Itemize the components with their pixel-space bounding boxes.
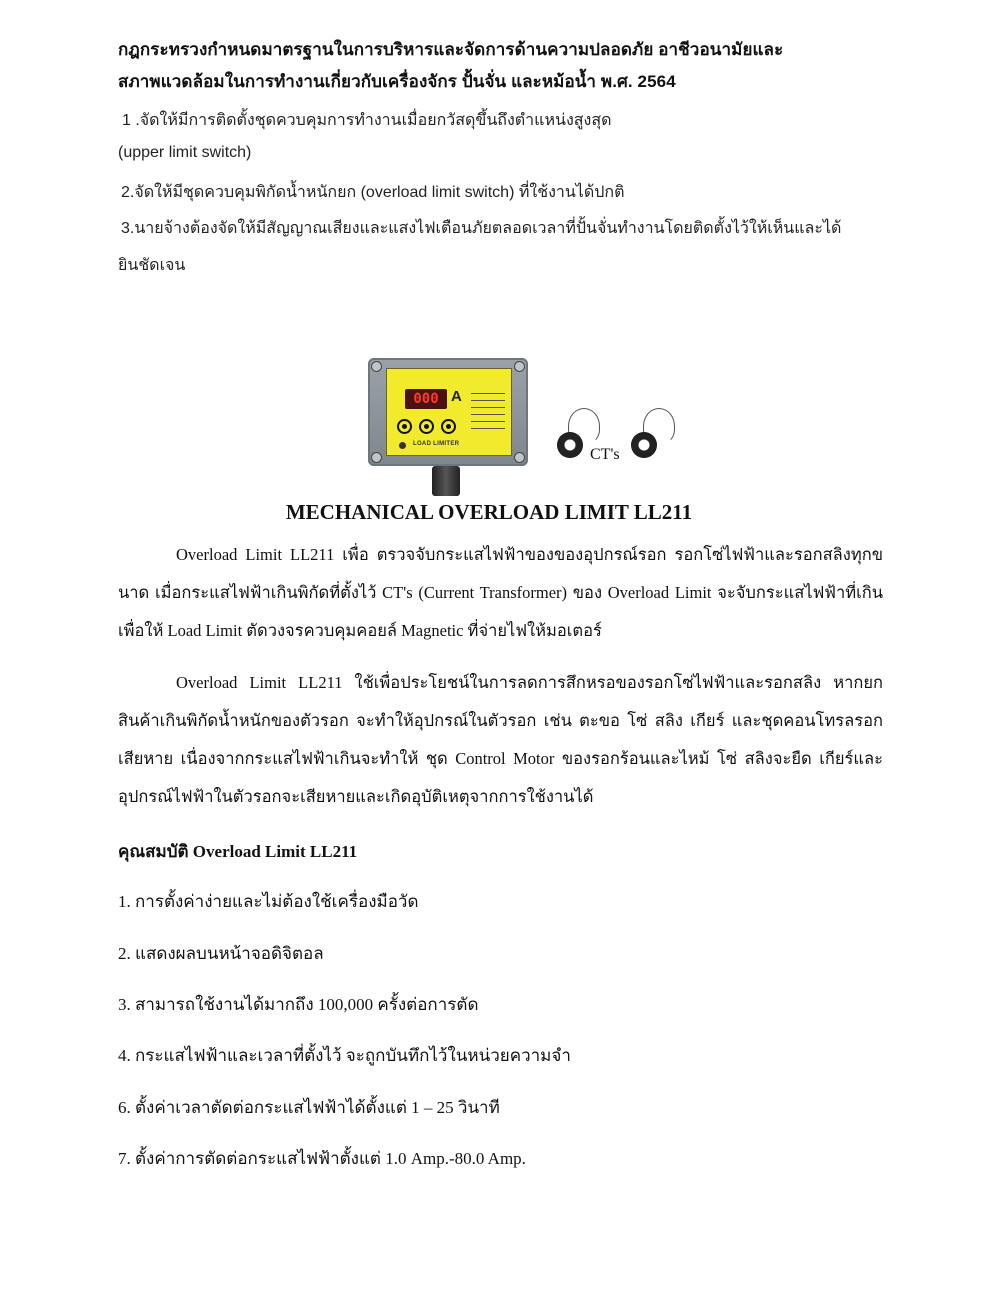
product-title: MECHANICAL OVERLOAD LIMIT LL211 <box>285 500 693 524</box>
regulation-item-2: 2.จัดให้มีชุดควบคุมพิกัดน้ำหนักยก (overload limit switch) ที่ใช้งานได้ปกติ <box>121 184 625 201</box>
feature-item: 1. การตั้งค่าง่ายและไม่ต้องใช้เครื่องมือวัด <box>118 892 419 911</box>
device-set-button-icon <box>397 419 412 434</box>
product-description-paragraph-1 <box>118 536 883 650</box>
feature-item: 7. ตั้งค่าการตัดต่อกระแสไฟฟ้าตั้งแต่ 1.0 Amp.-80.0 Amp. <box>118 1149 526 1168</box>
cable-gland <box>432 466 460 496</box>
regulation-item-3: 3.นายจ้างต้องจัดให้มีสัญญาณเสียงและแสงไฟเตือนภัยตลอดเวลาที่ปั้นจั่นทำงานโดยติดตั้งไว้ให้เห็นและได้ <box>121 220 842 237</box>
feature-item: 2. แสดงผลบนหน้าจอดิจิตอล <box>118 944 324 963</box>
ct-label: CT's <box>590 446 620 463</box>
device-up-button-icon <box>441 419 456 434</box>
feature-item: 6. ตั้งค่าเวลาตัดต่อกระแสไฟฟ้าได้ตั้งแต่ 1 – 25 วินาที <box>118 1098 500 1117</box>
feature-item: 4. กระแสไฟฟ้าและเวลาที่ตั้งไว้ จะถูกบันทึกไว้ในหน่วยความจำ <box>118 1046 571 1065</box>
load-limiter-device-image <box>368 358 528 466</box>
screw-icon <box>514 452 525 463</box>
device-front-panel <box>386 368 512 456</box>
current-transformer-icon <box>631 432 657 458</box>
device-wiring-diagram <box>471 387 505 447</box>
device-label: LOAD LIMITER <box>413 441 460 447</box>
device-digital-display: 000 <box>405 389 447 409</box>
paragraph-2-text: Overload Limit LL211 ใช้เพื่อประโยชน์ในการลดการสึกหรอของรอกโซ่ไฟฟ้าและรอกสลิง หากยกสินค้าเกินพิกัดน้ำหนักของตัวรอก จะทำให้อุปกรณ์ในตัวรอก เช่น ตะขอ โซ่ สลิง เกียร์ และชุดคอนโทรลรอกเสียหาย เนื่องจากกระแสไฟฟ้าเกินจะทำให้ ชุด Control Motor ของรอกร้อนและไหม้ โซ่ สลิงจะยืด เกียร์และอุปกรณ์ไฟฟ้าในตัวรอกจะเสียหายและเกิดอุบัติเหตุจากการใช้งานได้ <box>118 673 883 806</box>
screw-icon <box>371 452 382 463</box>
feature-item: 3. สามารถใช้งานได้มากถึง 100,000 ครั้งต่อการตัด <box>118 995 479 1014</box>
screw-icon <box>514 361 525 372</box>
product-description-paragraph-2 <box>118 664 883 816</box>
features-heading: คุณสมบัติ Overload Limit LL211 <box>118 842 358 861</box>
regulation-title <box>118 34 898 98</box>
device-unit-label: A <box>451 388 462 405</box>
regulation-item-3-continued: ยินชัดเจน <box>118 257 186 274</box>
regulation-item-1-continued: (upper limit switch) <box>118 144 252 161</box>
device-down-button-icon <box>419 419 434 434</box>
device-led-icon <box>399 442 406 449</box>
current-transformer-icon <box>557 432 583 458</box>
regulation-item-1: 1 .จัดให้มีการติดตั้งชุดควบคุมการทำงานเมื่อยกวัสดุขึ้นถึงตำแหน่งสูงสุด <box>122 112 612 129</box>
regulation-title-line-2: สภาพแวดล้อมในการทำงานเกี่ยวกับเครื่องจักร ปั้นจั่น และหม้อน้ำ พ.ศ. 2564 <box>118 72 676 91</box>
regulation-title-line-1: กฎกระทรวงกำหนดมาตรฐานในการบริหารและจัดการด้านความปลอดภัย อาชีวอนามัยและ <box>118 40 784 59</box>
screw-icon <box>371 361 382 372</box>
paragraph-1-text: Overload Limit LL211 เพื่อ ตรวจจับกระแสไฟฟ้าของของอุปกรณ์รอก รอกโซ่ไฟฟ้าและรอกสลิงทุกขนาด เมื่อกระแสไฟฟ้าเกินพิกัดที่ตั้งไว้ CT's (Current Transformer) ของ Overload Limit จะจับกระแสไฟฟ้าที่เกินเพื่อให้ Load Limit ตัดวงจรควบคุมคอยล์ Magnetic ที่จ่ายไฟให้มอเตอร์ <box>118 545 883 640</box>
